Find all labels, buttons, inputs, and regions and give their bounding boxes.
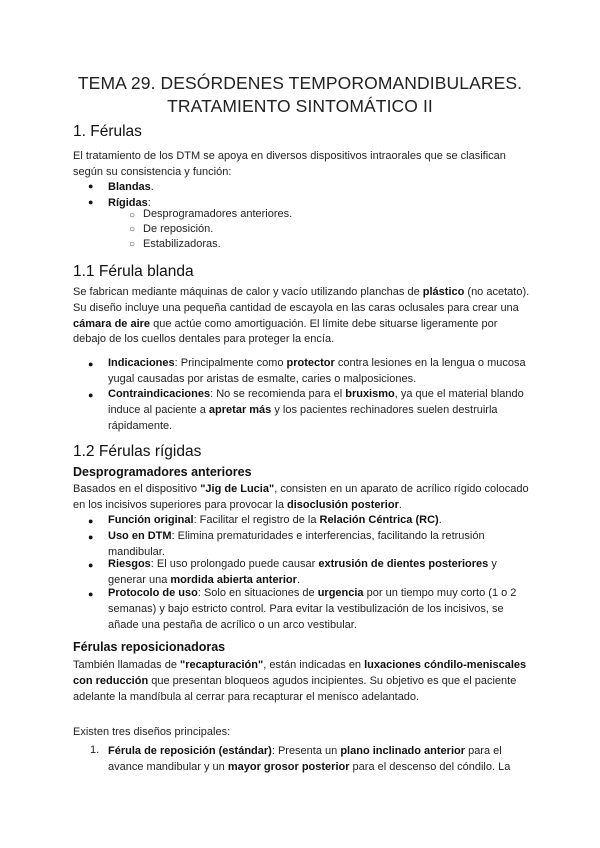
term: Rígidas <box>108 197 148 209</box>
title-line-1: TEMA 29. DESÓRDENES TEMPOROMANDIBULARES. <box>77 73 523 93</box>
disenos-intro: Existen tres diseños principales: <box>73 726 231 738</box>
desprogramadores-paragraph: Basados en el dispositivo "Jig de Lucia", consisten en un aparato de acrílico rígido colocado en los incisivos superiores para provocar la disoclusión posterior. <box>73 483 529 511</box>
list-number: 1. <box>90 744 100 756</box>
subheading-reposicionadoras: Férulas reposicionadoras <box>73 640 226 654</box>
bullet-icon: ● <box>88 390 94 400</box>
reposicionadoras-paragraph: También llamadas de "recapturación", están indicadas en luxaciones cóndilo-meniscales con reducción que presentan bloqueos agudos incipientes. Su objetivo es que el paciente adelante la mandíbula al cerrar para recapturar el menisco adelantado. <box>73 659 527 703</box>
list-item-indicaciones: Indicaciones: Principalmente como protector contra lesiones en la lengua o mucosa yugal causadas por aristas de esmalte, caries o malposiciones. <box>108 357 526 385</box>
bullet-icon: ● <box>88 197 94 207</box>
heading-ferulas: 1. Férulas <box>73 123 142 140</box>
bullet-icon: ● <box>88 532 94 542</box>
bullet-icon: ● <box>88 181 94 191</box>
circle-bullet-icon: ○ <box>129 224 136 235</box>
sub-item: Desprogramadores anteriores. <box>143 208 293 220</box>
title-line-2: TRATAMIENTO SINTOMÁTICO II <box>167 96 433 116</box>
list-item-riesgos: Riesgos: El uso prolongado puede causar extrusión de dientes posteriores y generar una mordida abierta anterior. <box>108 558 497 586</box>
bullet-icon: ● <box>88 359 94 369</box>
bullet-icon: ● <box>88 589 94 599</box>
bullet-icon: ● <box>88 560 94 570</box>
bullet-icon: ● <box>88 516 94 526</box>
list-item-funcion: Función original: Facilitar el registro de la Relación Céntrica (RC). <box>108 514 442 526</box>
sub-item: De reposición. <box>143 223 214 235</box>
list-item-rigidas: Rígidas: <box>108 197 151 209</box>
subheading-desprogramadores: Desprogramadores anteriores <box>73 465 252 479</box>
heading-ferulas-rigidas: 1.2 Férulas rígidas <box>73 443 202 460</box>
circle-bullet-icon: ○ <box>129 239 136 250</box>
sub-item: Estabilizadoras. <box>143 238 221 250</box>
circle-bullet-icon: ○ <box>129 210 136 221</box>
ferula-blanda-paragraph: Se fabrican mediante máquinas de calor y vacío utilizando planchas de plástico (no acetato). Su diseño incluye una pequeña cantidad de escayola en las caras oclusales para crear una cámara de aire que actúe como amortiguación. El límite debe situarse ligeramente por debajo de los cuellos dentales para proteger la encía. <box>73 286 530 346</box>
list-item-uso: Uso en DTM: Elimina prematuridades e interferencias, facilitando la retrusión mandibular. <box>108 530 485 558</box>
heading-ferula-blanda: 1.1 Férula blanda <box>73 263 194 280</box>
ferulas-intro: El tratamiento de los DTM se apoya en diversos dispositivos intraorales que se clasifican según su consistencia y función: <box>73 150 506 178</box>
list-item-blandas: Blandas. <box>108 181 154 193</box>
list-item-ferula-reposicion: Férula de reposición (estándar): Presenta un plano inclinado anterior para el avance mandibular y un mayor grosor posterior para el descenso del cóndilo. La <box>108 745 511 773</box>
list-item-contraindicaciones: Contraindicaciones: No se recomienda para el bruxismo, ya que el material blando induce al paciente a apretar más y los pacientes rechinadores suelen destruirla rápidamente. <box>108 388 524 432</box>
term: Blandas <box>108 181 151 193</box>
list-item-protocolo: Protocolo de uso: Solo en situaciones de urgencia por un tiempo muy corto (1 o 2 semanas) y bajo estricto control. Para evitar la vestibulización de los incisivos, se añade una pestaña de acrílico o un arco vestibular. <box>108 587 517 631</box>
